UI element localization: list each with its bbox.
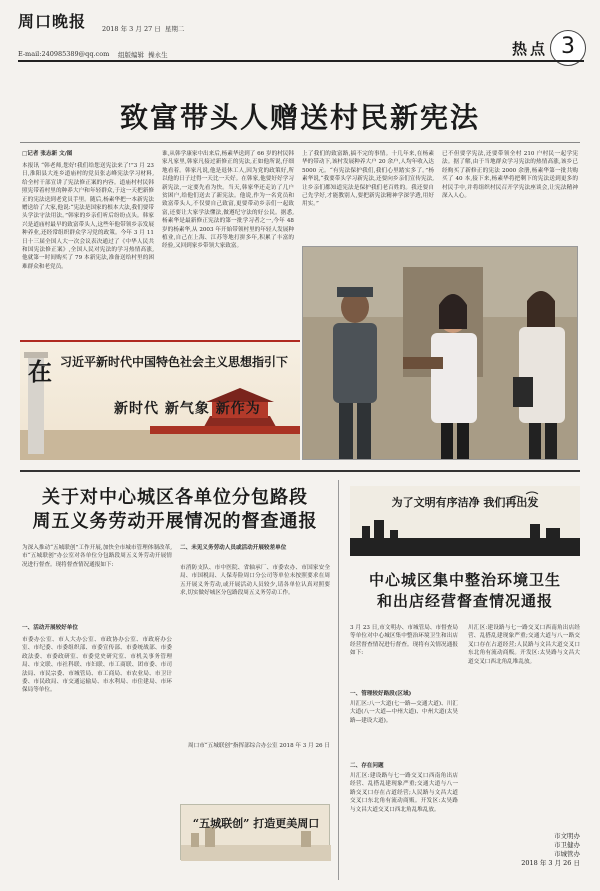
story2-headline [20, 486, 330, 534]
story2-body1: 市委办公室、市人大办公室、市政协办公室、市政府办公室、市纪委、市委组织部、市委宣传部、市委统战部、市委政法委、市委政研室、市委党史研究室、市机关事务管理局、市文联、市社科联、市妇联、市工商联、团市委、市司法局、市民宗委、市城管局、市工商局、市农业局、市卫计委、市民政局、市交通运输局、市水利局、市住建局、市环保局等单位。 [22, 637, 172, 694]
story2-intro: 为深入推动“五城联创”工作开展,加快全市城市管理体制改革,市“五城联创”办公室对各单位分包路段周五义务劳动开展情况进行督查。现将督查情况通报如下: [22, 545, 172, 568]
story3-right-column [468, 624, 580, 810]
story3-sign2: 市卫健办 [554, 841, 580, 849]
story2-sub1: 一、活动开展较好单位 [22, 625, 78, 631]
civility-ad [350, 486, 580, 556]
banner-slogan: 新时代 新气象 新作为 [114, 401, 261, 417]
story3-sign3: 市城管办 [554, 850, 580, 858]
story2-ad-text: “五城联创” 打造更美周口 [192, 817, 320, 830]
title-divider [20, 142, 580, 143]
editor-credit: 组版编辑 操永生 [118, 51, 168, 59]
story3-sign1: 市文明办 [554, 832, 580, 840]
banner-lead-char: 在 [28, 357, 52, 386]
lead-column-2: 谁,从韩学康家中出来后,杨素华送到了 66 岁的村民韩家凡家里,韩家凡接过新修正的宪法,正如他所说,仔细地看着。韩家凡说,他是退休工人,因为党的政策好,所以他的日子过得一天比一天好。在韩家,他要好好学习新宪法,一定要先看为快。当天,韩家华还走访了几户贫困户,给他们送去了新宪法。他说,作为一名党员和致富带头人,不仅要自己致富,更要带动乡亲们一起致富,还要让大家学法懂法,做遵纪守法的好公民。据悉,杨素华是最新修正宪法的第一批学习者之一,今年 48 岁的杨素华,从 2003 年开始带领村里的年轻人发展种植业,自己在上海、江苏等地打拼多年,积累了丰富的经验,又回到家乡带领大家致富。 [162, 151, 294, 250]
story3-intro: 3 月 23 日,市文明办、市城管局、市督查局等单位对中心城区集中整治环境卫生和出店经营督查情况进行督查。现将有关情况通报如下: [350, 625, 458, 657]
story3-right-text: 川汇区:建设路与七一路交叉口西南角出店经营、乱搭乱建现象严重;交通大道与八一路交叉口存在占道经营;人民路与文昌大道交叉口东北角有流动商贩。开发区:太昊路与文昌大道交叉口西北角乱堆乱放。 [468, 625, 580, 665]
mid-divider [20, 470, 580, 472]
story3-date: 2018 年 3 月 26 日 [521, 859, 580, 867]
newspaper-logo: 周口晚报 [18, 12, 87, 31]
story2-signature: 周口市“五城联创”指挥部综合办公室 2018 年 3 月 26 日 [188, 743, 330, 749]
story2-title-line2: 周五义务劳动开展情况的督查通报 [32, 511, 318, 532]
story3-signature [468, 832, 580, 868]
story2-ad-box [180, 804, 330, 860]
lead-column-1: 本报讯 “韩老师,您好!我们给您送宪法来了!”3 月 23 日,淮阳县大连乡道庙村的党员张志峰宪法学习材料,给全村干部宣讲了宪法修正案的内容。道庙村村民韩照宪带着村里的种养大户和年轻群众,于这一天把新修正的宪法送到老党员手里。随后,杨素华把一本新宪法赠送给了大家,他说:“宪法是国家的根本大法,我们要带头学法守法用法。”韩家的乡亲们听后纷纷点头。韩家兴是道庙村最早的致富带头人,这些年他带领乡亲发展种养业,还经常组织群众学习党的政策。今年 3 月 11 日十三届全国人大一次会议表决通过了《中华人民共和国宪法修正案》,全国人民对宪法的学习热情高涨,他就第一时间购买了 79 本新宪法,准备送给村里的困难群众和老党员。 [22, 163, 154, 270]
page-number-badge: 3 [550, 30, 586, 66]
story3-title-line1: 中心城区集中整治环境卫生 [368, 571, 561, 589]
story3-headline [350, 570, 580, 612]
lead-photo [302, 246, 578, 460]
lead-column-4: 已不但要学宪法,还要带领全村 210 户村民一起学宪法。据了解,由于当地群众学习宪法的热情高涨,该乡已经购买了新修正的宪法 2000 余册,杨素华第一批共购买了 40 本,接下来,杨素华将把剩下的宪法送到更多的村民手中,并将组织村民召开学宪法座谈会,让宪法精神深入人心。 [442, 151, 578, 200]
lead-byline: □记者 张志新 文/图 [22, 151, 73, 157]
issue-date: 2018 年 3 月 27 日 星期二 [102, 25, 185, 33]
story3-sub1: 一、管理较好路段(区域) [350, 691, 412, 697]
photo-scene-illustration [303, 247, 578, 460]
story3-body2: 川汇区:建设路与七一路交叉口西南角出店经营、乱搭乱建现象严重;交通大道与八一路交叉口存在占道经营;人民路与文昌大道交叉口东北角有流动商贩。开发区:太昊路与文昌大道交叉口西北角乱堆乱放。 [350, 773, 458, 813]
banner-ideology-text: 习近平新时代中国特色社会主义思想指引下 [60, 355, 289, 369]
story3-sub2: 二、存在问题 [350, 763, 384, 769]
story3-title-line2: 和出店经营督查情况通报 [376, 592, 553, 610]
lead-headline: 致富带头人赠送村民新宪法 [119, 101, 480, 134]
header-rule [18, 60, 584, 62]
story2-title-line1: 关于对中心城区各单位分包路段 [42, 487, 308, 508]
contact-email: E-mail:240985389@qq.com [18, 50, 110, 58]
section-title: 热点 [511, 40, 548, 58]
story2-sub2: 二、未见义务劳动人员或活动开展较差单位 [180, 545, 287, 551]
city-skyline-icon [181, 805, 331, 861]
ideology-banner [20, 340, 300, 460]
story3-body1: 川汇区:八一大道(七一路—交通大道)、川汇大道(八一大道—中州大道)、中州大道(太昊路—建设大道)。 [350, 701, 458, 724]
lead-column-3: 上了我们的致富路,搞不完的事情。十几年来,在杨素华的带动下,该村发展种养大户 20 余户,人均年收入达 5000 元。“有宪法保护我们,我们心里踏实多了。”杨素华说,“我要带头学习新宪法,还要向乡亲们宣传宪法,让乡亲们都知道宪法是保护我们老百姓的。我还要自己先学好,才能教别人,要把新宪法精神学深学透,用好用实。” [302, 151, 434, 208]
civility-ad-text: 为了文明有序洁净 我们再出发 [391, 496, 539, 509]
story2-body2: 市消防支队、市中医院、省轴承厂、市委农办、市国家安全局、市国税局、人保寿险周口分公司等单位未按照要求在周五开展义务劳动,或开展活动人员较少,请各单位认真对照要求,切实做好城区分包路段周五义务劳动工作。 [180, 565, 330, 597]
column-divider [338, 480, 339, 880]
